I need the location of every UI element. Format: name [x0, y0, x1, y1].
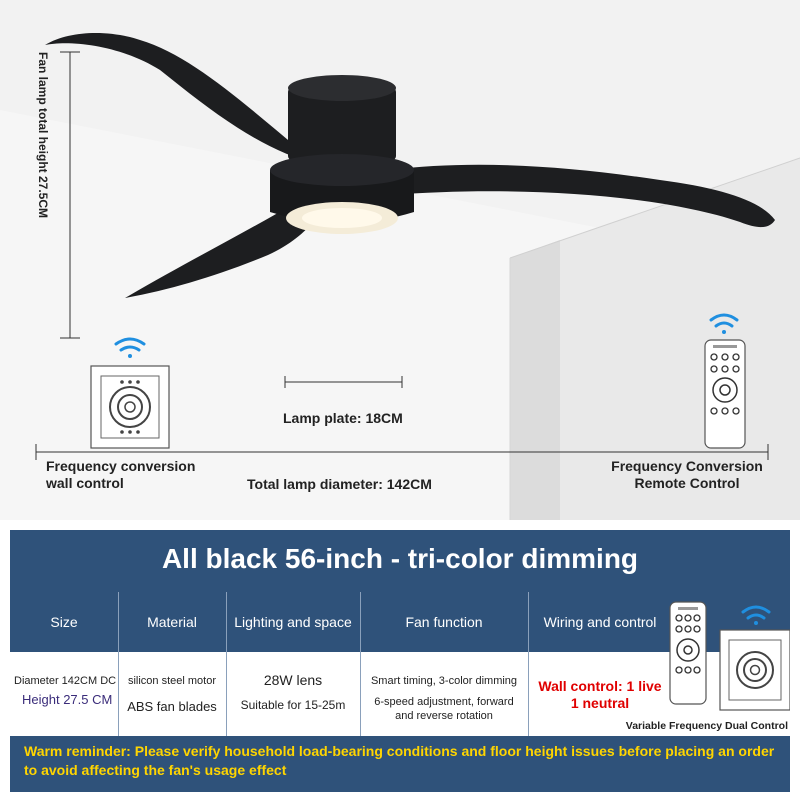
remote-control-label: Frequency Conversion Remote Control — [611, 458, 763, 491]
cell-material: silicon steel motor ABS fan blades — [127, 675, 217, 714]
dual-control-illustration — [660, 598, 790, 720]
header-wiring: Wiring and control — [543, 613, 657, 630]
spec-banner — [10, 530, 790, 792]
wifi-icon — [743, 607, 769, 625]
header-fan-function: Fan function — [405, 613, 483, 630]
cell-control-caption: Variable Frequency Dual Control — [625, 720, 788, 732]
warm-reminder: Warm reminder: Please verify household load-bearing conditions and floor height issues before placing an order to avoid affecting the fan's usage effect — [24, 743, 775, 778]
cell-fan-function: Smart timing, 3-color dimming 6-speed adjustment, forward and reverse rotation — [370, 675, 518, 722]
cell-wiring: Wall control: 1 live 1 neutral — [538, 678, 662, 711]
remote-control-illustration — [705, 340, 745, 448]
cell-lighting: 28W lens Suitable for 15-25m — [240, 672, 346, 712]
header-lighting: Lighting and space — [234, 613, 352, 630]
lamp-plate-label: Lamp plate: 18CM — [283, 410, 403, 426]
cell-size: Diameter 142CM DC Height 27.5 CM — [14, 675, 117, 707]
height-label: Fan lamp total height 27.5CM — [36, 52, 50, 219]
product-title: All black 56-inch - tri-color dimming — [161, 543, 639, 574]
total-diameter-label: Total lamp diameter: 142CM — [247, 476, 432, 492]
header-material: Material — [147, 613, 197, 630]
wall-control-label: Frequency conversion wall control — [46, 458, 196, 491]
header-size: Size — [50, 613, 78, 630]
wall-control-illustration — [91, 366, 169, 448]
